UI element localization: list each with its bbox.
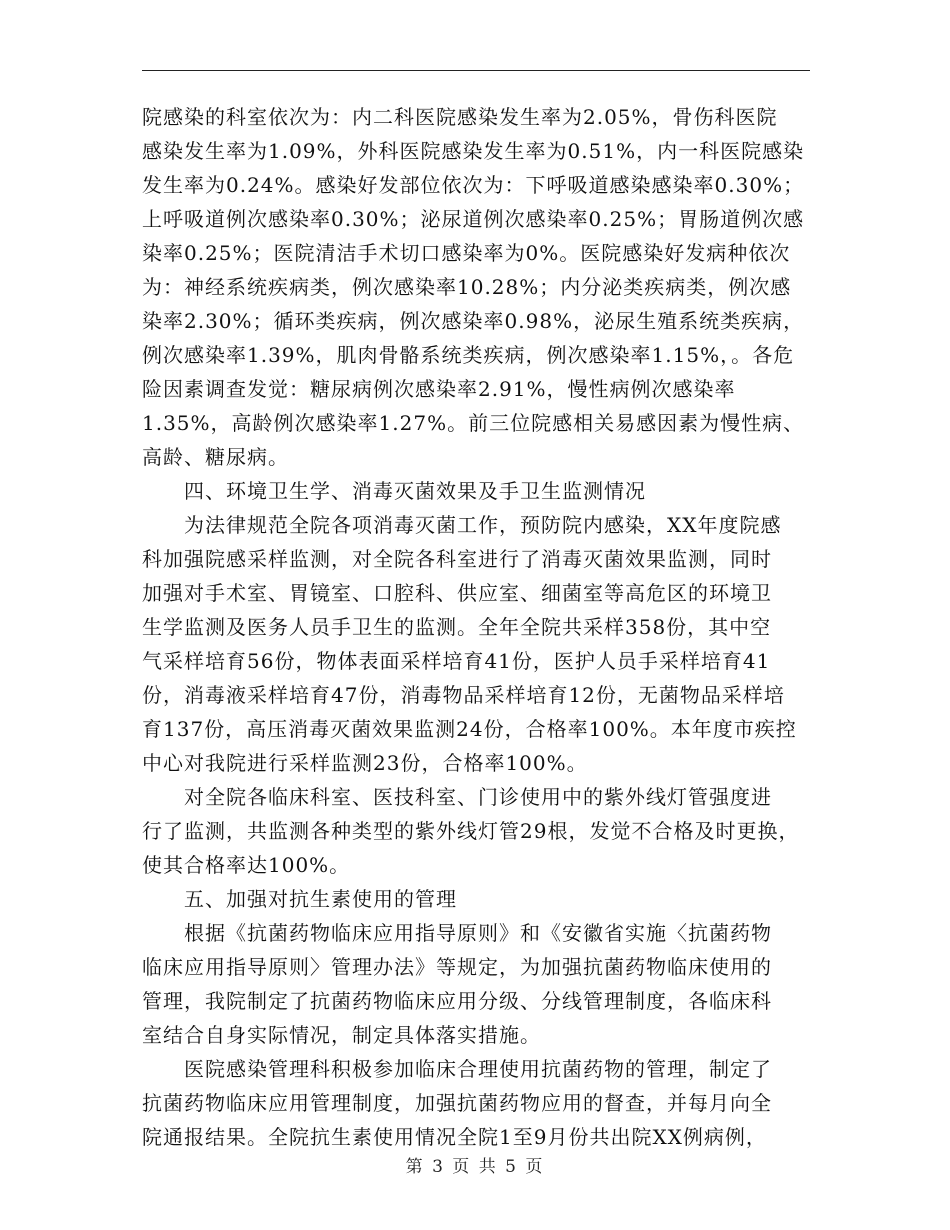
text-line: 上呼吸道例次感染率0.30%；泌尿道例次感染率0.25%；胃肠道例次感 xyxy=(142,207,805,231)
text-line: 为：神经系统疾病类，例次感染率10.28%；内分泌类疾病类，例次感 xyxy=(142,275,792,299)
section-heading: 五、加强对抗生素使用的管理 xyxy=(142,887,457,911)
text-line: 临床应用指导原则〉管理办法》等规定，为加强抗菌药物临床使用的 xyxy=(142,955,772,979)
section-heading: 四、环境卫生学、消毒灭菌效果及手卫生监测情况 xyxy=(142,479,646,503)
text-line: 科加强院感采样监测，对全院各科室进行了消毒灭菌效果监测，同时 xyxy=(142,547,772,571)
text-line: 加强对手术室、胃镜室、口腔科、供应室、细菌室等高危区的环境卫 xyxy=(142,581,772,605)
text-line: 医院感染管理科积极参加临床合理使用抗菌药物的管理，制定了 xyxy=(142,1057,772,1081)
text-line: 1.35%，高龄例次感染率1.27%。前三位院感相关易感因素为慢性病、 xyxy=(142,411,805,435)
text-line: 险因素调查发觉：糖尿病例次感染率2.91%，慢性病例次感染率 xyxy=(142,377,736,401)
document-body xyxy=(142,100,810,1154)
text-line: 气采样培育56份，物体表面采样培育41份，医护人员手采样培育41 xyxy=(142,649,771,673)
text-line: 抗菌药物临床应用管理制度，加强抗菌药物应用的督查，并每月向全 xyxy=(142,1091,772,1115)
text-line: 行了监测，共监测各种类型的紫外线灯管29根，发觉不合格及时更换， xyxy=(142,819,800,843)
text-line: 份，消毒液采样培育47份，消毒物品采样培育12份，无菌物品采样培 xyxy=(142,683,785,707)
text-line: 使其合格率达100%。 xyxy=(142,853,351,877)
text-line: 院通报结果。全院抗生素使用情况全院1至9月份共出院XX例病例， xyxy=(142,1125,767,1149)
text-line: 室结合自身实际情况，制定具体落实措施。 xyxy=(142,1023,541,1047)
text-line: 为法律规范全院各项消毒灭菌工作，预防院内感染，XX年度院感 xyxy=(142,513,782,537)
text-line: 院感染的科室依次为：内二科医院感染发生率为2.05%，骨伤科医院 xyxy=(142,105,778,129)
text-line: 根据《抗菌药物临床应用指导原则》和《安徽省实施〈抗菌药物 xyxy=(142,921,772,945)
text-line: 发生率为0.24%。感染好发部位依次为：下呼吸道感染感染率0.30%； xyxy=(142,173,805,197)
page-number-footer: 第 3 页 共 5 页 xyxy=(405,1157,545,1177)
text-line: 管理，我院制定了抗菌药物临床应用分级、分线管理制度，各临床科 xyxy=(142,989,772,1013)
text-line: 中心对我院进行采样监测23份，合格率100%。 xyxy=(142,751,588,775)
text-line: 染率0.25%；医院清洁手术切口感染率为0%。医院感染好发病种依次 xyxy=(142,241,791,265)
text-line: 育137份，高压消毒灭菌效果监测24份，合格率100%。本年度市疾控 xyxy=(142,717,797,741)
text-line: 高龄、糖尿病。 xyxy=(142,445,289,469)
text-line: 对全院各临床科室、医技科室、门诊使用中的紫外线灯管强度进 xyxy=(142,785,772,809)
header-rule xyxy=(142,70,810,71)
text-line: 例次感染率1.39%，肌肉骨骼系统类疾病，例次感染率1.15%，。各危 xyxy=(142,343,795,367)
text-line: 感染发生率为1.09%，外科医院感染发生率为0.51%，内一科医院感染 xyxy=(142,139,805,163)
text-line: 染率2.30%；循环类疾病，例次感染率0.98%，泌尿生殖系统类疾病， xyxy=(142,309,805,333)
text-line: 生学监测及医务人员手卫生的监测。全年全院共采样358份，其中空 xyxy=(142,615,772,639)
